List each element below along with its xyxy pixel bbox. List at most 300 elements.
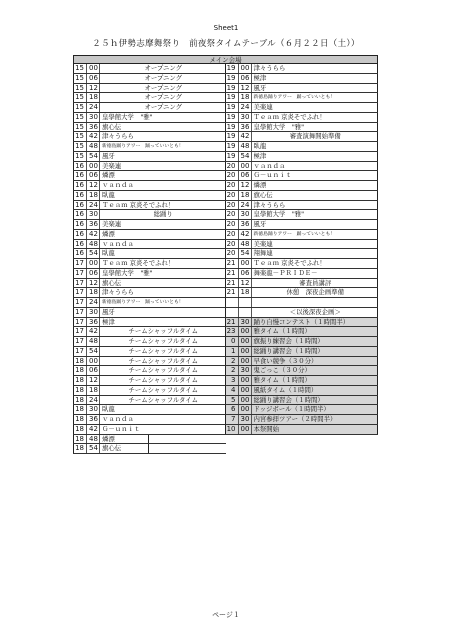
performer-cell: 審査演舞開始準備 [289, 132, 341, 141]
performer-cell: 津々うらら [102, 132, 134, 141]
performer-cell: 総踊り [153, 210, 173, 219]
performer-cell: 津々うらら [102, 288, 134, 297]
minute-cell: 24 [239, 103, 252, 112]
hour-cell: 19 [226, 84, 239, 93]
performer-cell: 審査員講評 [299, 278, 332, 287]
left-slot [73, 318, 226, 327]
minute-cell: 48 [239, 240, 252, 249]
right-slot [226, 347, 379, 356]
left-slot [73, 171, 226, 180]
table-row [73, 279, 378, 289]
minute-cell [239, 298, 252, 307]
minute-cell: 12 [87, 84, 100, 93]
minute-cell: 36 [239, 123, 252, 132]
performer-cell: 極津 [102, 317, 115, 326]
table-row [73, 269, 378, 279]
hour-cell: 15 [74, 103, 87, 112]
hour-cell: 18 [74, 415, 87, 424]
hour-cell: 20 [226, 210, 239, 219]
performer-cell: 臥龍 [253, 142, 267, 150]
hour-cell: 18 [74, 444, 87, 453]
table-row [73, 308, 378, 318]
left-slot [73, 210, 226, 219]
performer-cell: チームシャッフルタイム [128, 366, 199, 375]
hour-cell: 19 [226, 74, 239, 83]
right-slot [226, 230, 379, 239]
performer-cell: オープニング [144, 93, 183, 102]
hour-cell: 21 [226, 288, 239, 297]
performer-cell: 本祭開始 [253, 424, 280, 433]
left-slot [73, 162, 226, 171]
performer-cell: 新徳島踊りアワー 踊っていいとも！ [253, 95, 336, 101]
left-slot [73, 386, 226, 395]
minute-cell: 00 [239, 396, 252, 405]
hour-cell: 17 [74, 347, 87, 356]
timetable-rows [73, 64, 378, 454]
left-slot [73, 220, 226, 229]
performer-cell: 雅タイム（１時間） [253, 376, 311, 384]
hour-cell: 19 [226, 132, 239, 141]
minute-cell: 12 [239, 279, 252, 288]
performer-cell: 燐漂 [102, 434, 115, 443]
right-slot [226, 210, 379, 219]
left-slot [73, 74, 226, 83]
performer-cell: チームシャッフルタイム [128, 327, 199, 336]
performer-cell: チームシャッフルタイム [128, 385, 199, 394]
left-slot [73, 357, 226, 366]
hour-cell: 16 [74, 171, 87, 180]
hour-cell: 17 [74, 337, 87, 346]
hour-cell: 15 [74, 113, 87, 122]
table-row [73, 366, 378, 376]
performer-cell: ドッジボール（１時間半） [253, 405, 330, 414]
right-slot [226, 279, 379, 288]
performer-cell: 燐漂 [253, 181, 267, 189]
table-row [73, 396, 378, 406]
hour-cell: 20 [226, 249, 239, 258]
performer-cell: チームシャッフルタイム [128, 337, 199, 345]
minute-cell: 36 [87, 123, 100, 132]
right-slot [226, 191, 379, 200]
left-slot [73, 181, 226, 190]
right-slot [226, 337, 379, 346]
table-row [73, 201, 378, 211]
right-slot [226, 318, 379, 327]
left-slot [73, 396, 226, 405]
table-row [73, 103, 378, 113]
performer-cell: チームシャッフルタイム [128, 346, 199, 355]
performer-cell: 旗心伝 [102, 444, 122, 453]
hour-cell: 18 [74, 357, 87, 366]
minute-cell: 18 [87, 288, 100, 297]
minute-cell: 30 [87, 405, 100, 414]
sheet-label: Sheet1 [213, 24, 239, 32]
left-slot [73, 337, 226, 346]
minute-cell: 18 [87, 386, 100, 395]
hour-cell: 15 [74, 152, 87, 161]
minute-cell: 06 [87, 269, 100, 278]
left-slot [73, 347, 226, 356]
table-row [73, 240, 378, 250]
table-row [73, 288, 378, 298]
performer-cell: 風牙 [102, 151, 115, 160]
hour-cell: 20 [226, 181, 239, 190]
hour-cell: 19 [226, 93, 239, 102]
hour-cell: 18 [74, 366, 87, 375]
left-slot [73, 444, 149, 453]
right-slot [226, 93, 379, 102]
left-slot [73, 142, 226, 151]
right-slot [226, 152, 379, 161]
table-row [73, 113, 378, 123]
hour-cell: 18 [74, 396, 87, 405]
performer-cell: 新徳島踊りアワー 踊っていいとも！ [102, 144, 184, 149]
performer-cell: 極津 [253, 73, 267, 82]
minute-cell: 24 [87, 298, 100, 307]
right-slot [226, 103, 379, 112]
right-slot [226, 74, 379, 83]
right-slot [226, 113, 379, 122]
left-slot [73, 366, 226, 375]
hour-cell [226, 298, 239, 307]
left-slot [73, 425, 226, 434]
minute-cell: 06 [239, 269, 252, 278]
minute-cell: 30 [239, 113, 252, 122]
hour-cell: 17 [74, 308, 87, 317]
minute-cell: 30 [87, 113, 100, 122]
table-row [73, 74, 378, 84]
hour-cell: 18 [74, 386, 87, 395]
hour-cell: 17 [74, 298, 87, 307]
performer-cell: 総踊り講習会（１時間） [253, 346, 324, 355]
right-slot [226, 405, 379, 414]
performer-cell: Ｔｅａｍ 京炎そでふれ！ [253, 112, 326, 121]
table-row [73, 162, 378, 172]
minute-cell: 00 [239, 64, 252, 73]
minute-cell: 06 [239, 74, 252, 83]
performer-cell: オープニング [144, 83, 183, 92]
right-slot [226, 327, 379, 336]
right-slot [226, 269, 379, 278]
hour-cell: 20 [226, 171, 239, 180]
minute-cell: 18 [239, 93, 252, 102]
hour-cell: 21 [226, 318, 239, 327]
minute-cell: 18 [87, 191, 100, 200]
minute-cell: 30 [239, 415, 252, 424]
table-row [73, 171, 378, 181]
left-slot [73, 103, 226, 112]
hour-cell [226, 308, 239, 317]
minute-cell: 48 [87, 337, 100, 346]
performer-cell: 津々うらら [253, 64, 286, 72]
table-row [73, 337, 378, 347]
table-row [73, 181, 378, 191]
hour-cell: 19 [226, 152, 239, 161]
minute-cell: 00 [239, 357, 252, 366]
performer-cell: 美楽連 [102, 161, 122, 170]
table-row [73, 435, 226, 445]
performer-cell: 臥龍 [102, 249, 115, 258]
left-slot [73, 113, 226, 122]
performer-cell: Ｔｅａｍ 京炎そでふれ！ [102, 200, 175, 209]
performer-cell: 燐漂 [102, 229, 115, 238]
performer-cell: 風牙 [253, 220, 267, 228]
minute-cell: 00 [239, 337, 252, 346]
hour-cell: 20 [226, 230, 239, 239]
minute-cell: 06 [87, 74, 100, 83]
minute-cell: 30 [87, 210, 100, 219]
minute-cell: 00 [239, 386, 252, 395]
minute-cell: 42 [87, 132, 100, 141]
hour-cell: 21 [226, 259, 239, 268]
hour-cell: 15 [74, 123, 87, 132]
hour-cell: 18 [74, 435, 87, 444]
left-slot [73, 327, 226, 336]
hour-cell: 15 [74, 64, 87, 73]
left-slot [73, 376, 226, 385]
hour-cell: 16 [74, 240, 87, 249]
right-slot [226, 220, 379, 229]
performer-cell: 旗心伝 [253, 190, 273, 199]
table-row [73, 249, 378, 259]
hour-cell: 15 [74, 84, 87, 93]
hour-cell: 1 [226, 347, 239, 356]
minute-cell: 18 [239, 191, 252, 200]
empty-slot [149, 444, 225, 453]
performer-cell: 踊り自慢コンテスト（１時間半） [253, 317, 350, 326]
hour-cell: 16 [74, 249, 87, 258]
hour-cell: 23 [226, 327, 239, 336]
minute-cell: 42 [87, 425, 100, 434]
performer-cell: オープニング [144, 64, 183, 72]
right-slot [226, 298, 379, 307]
right-slot [226, 181, 379, 190]
right-slot [226, 249, 379, 258]
table-row [73, 64, 378, 74]
performer-cell: 皇學館大学 "雅" [102, 268, 153, 277]
minute-cell: 30 [87, 308, 100, 317]
performer-cell: ｖａｎｄａ [102, 239, 134, 248]
performer-cell: 内宮参拝ツアー（２時間半） [253, 415, 337, 423]
minute-cell: 00 [87, 162, 100, 171]
minute-cell: 42 [239, 132, 252, 141]
hour-cell: 18 [74, 376, 87, 385]
right-slot [226, 64, 379, 73]
minute-cell: 54 [87, 152, 100, 161]
minute-cell: 36 [87, 415, 100, 424]
table-row [73, 93, 378, 103]
minute-cell: 54 [87, 347, 100, 356]
hour-cell: 20 [226, 201, 239, 210]
table-row [73, 210, 378, 220]
table-row [73, 123, 378, 133]
hour-cell: 19 [226, 103, 239, 112]
hour-cell: 18 [74, 405, 87, 414]
hour-cell: 17 [74, 269, 87, 278]
venue-banner: メイン会場 [73, 55, 378, 64]
performer-cell: 舞楽龍－ＰＲＩＤＥ－ [253, 268, 318, 277]
left-slot [73, 308, 226, 317]
minute-cell: 12 [87, 181, 100, 190]
left-slot [73, 191, 226, 200]
performer-cell: 旗心伝 [102, 122, 122, 131]
hour-cell: 15 [74, 93, 87, 102]
performer-cell: 極津 [253, 151, 267, 160]
minute-cell: 00 [239, 376, 252, 385]
performer-cell: Ｔｅａｍ 京炎そでふれ！ [102, 259, 175, 267]
performer-cell: Ｔｅａｍ 京炎そでふれ！ [253, 259, 326, 267]
table-row [73, 152, 378, 162]
minute-cell: 36 [239, 220, 252, 229]
performer-cell: オープニング [144, 73, 183, 82]
performer-cell: 旗心伝 [102, 278, 122, 287]
minute-cell: 48 [87, 142, 100, 151]
left-slot [73, 93, 226, 102]
left-slot [73, 123, 226, 132]
performer-cell: 皇學館大学 "雅" [253, 210, 305, 219]
minute-cell: 42 [239, 230, 252, 239]
minute-cell: 54 [87, 444, 100, 453]
performer-cell: 旗振り練習会（１時間） [253, 337, 324, 345]
minute-cell: 00 [239, 425, 252, 434]
hour-cell: 2 [226, 366, 239, 375]
minute-cell: 00 [87, 357, 100, 366]
hour-cell: 17 [74, 279, 87, 288]
minute-cell: 36 [87, 220, 100, 229]
minute-cell: 00 [87, 64, 100, 73]
performer-cell: Ｇ－ｕｎｉｔ [253, 171, 292, 180]
table-row [73, 220, 378, 230]
right-slot [226, 84, 379, 93]
minute-cell: 36 [87, 318, 100, 327]
performer-cell: 新徳島踊りアワー 踊っていいとも！ [102, 300, 184, 305]
hour-cell: 20 [226, 240, 239, 249]
performer-cell: 翔舞連 [253, 249, 273, 258]
minute-cell: 00 [239, 162, 252, 171]
hour-cell: 10 [226, 425, 239, 434]
performer-cell: チームシャッフルタイム [128, 356, 199, 365]
table-row [73, 376, 378, 386]
left-slot [73, 435, 149, 444]
performer-cell: 風紙タイム（１時間） [253, 385, 318, 394]
table-row [73, 230, 378, 240]
timetable [73, 55, 378, 454]
performer-cell: 総踊り講習会（１時間） [253, 395, 324, 404]
performer-cell: 雅タイム（１時間） [253, 327, 311, 336]
hour-cell: 19 [226, 142, 239, 151]
minute-cell: 48 [87, 240, 100, 249]
performer-cell: 皇學館大学 "雅" [253, 122, 305, 131]
table-row [73, 132, 378, 142]
hour-cell: 21 [226, 279, 239, 288]
page-number: ページ１ [212, 611, 240, 619]
minute-cell: 54 [87, 249, 100, 258]
right-slot [226, 123, 379, 132]
hour-cell: 19 [226, 123, 239, 132]
minute-cell: 48 [87, 435, 100, 444]
right-slot [226, 240, 379, 249]
minute-cell: 12 [239, 84, 252, 93]
right-slot [226, 386, 379, 395]
hour-cell: 17 [74, 288, 87, 297]
right-slot [226, 366, 379, 375]
hour-cell: 15 [74, 74, 87, 83]
performer-cell: チームシャッフルタイム [128, 395, 199, 404]
table-row [73, 327, 378, 337]
minute-cell: 00 [239, 259, 252, 268]
table-row [73, 347, 378, 357]
minute-cell: 30 [239, 210, 252, 219]
performer-cell: 休憩 深夜企画準備 [286, 288, 344, 297]
hour-cell: 16 [74, 162, 87, 171]
table-row [73, 259, 378, 269]
minute-cell: 12 [87, 376, 100, 385]
right-slot [226, 376, 379, 385]
hour-cell: 2 [226, 357, 239, 366]
hour-cell: 19 [226, 64, 239, 73]
minute-cell: 18 [87, 93, 100, 102]
left-slot [73, 249, 226, 258]
performer-cell: 新徳島踊りアワー 踊っていいとも！ [253, 231, 336, 237]
left-slot [73, 240, 226, 249]
table-row [73, 444, 226, 454]
hour-cell: 5 [226, 396, 239, 405]
table-row [73, 357, 378, 367]
minute-cell: 06 [87, 171, 100, 180]
hour-cell: 15 [74, 132, 87, 141]
performer-cell: 燐漂 [102, 171, 115, 180]
performer-cell: 風牙 [102, 307, 115, 316]
minute-cell: 24 [87, 103, 100, 112]
right-slot [226, 259, 379, 268]
left-slot [73, 201, 226, 210]
minute-cell: 06 [87, 366, 100, 375]
minute-cell: 24 [87, 201, 100, 210]
performer-cell: 早食い競争（３０分） [253, 356, 318, 365]
table-row [73, 191, 378, 201]
right-slot [226, 201, 379, 210]
hour-cell: 17 [74, 259, 87, 268]
performer-cell: Ｇ－ｕｎｉｔ [102, 424, 141, 433]
minute-cell: 12 [239, 181, 252, 190]
hour-cell: 16 [74, 181, 87, 190]
performer-cell: ｖａｎｄａ [253, 161, 286, 170]
table-row [73, 405, 378, 415]
table-row [73, 425, 378, 435]
performer-cell: オープニング [144, 103, 183, 111]
hour-cell: 4 [226, 386, 239, 395]
right-slot [226, 425, 379, 434]
table-row [73, 386, 378, 396]
left-slot [73, 415, 226, 424]
right-slot [226, 142, 379, 151]
left-slot [73, 64, 226, 73]
right-slot [226, 415, 379, 424]
hour-cell: 16 [74, 191, 87, 200]
right-slot [226, 162, 379, 171]
hour-cell: 20 [226, 220, 239, 229]
performer-cell: 鬼ごっこ（３０分） [253, 366, 311, 375]
table-row [73, 142, 378, 152]
minute-cell: 00 [239, 405, 252, 414]
hour-cell: 18 [74, 425, 87, 434]
minute-cell: 24 [239, 201, 252, 210]
performer-cell: 皇學館大学 "雅" [102, 112, 153, 121]
minute-cell: 00 [87, 259, 100, 268]
hour-cell: 15 [74, 142, 87, 151]
performer-cell: チームシャッフルタイム [128, 376, 199, 384]
performer-cell: 美楽連 [253, 103, 273, 111]
